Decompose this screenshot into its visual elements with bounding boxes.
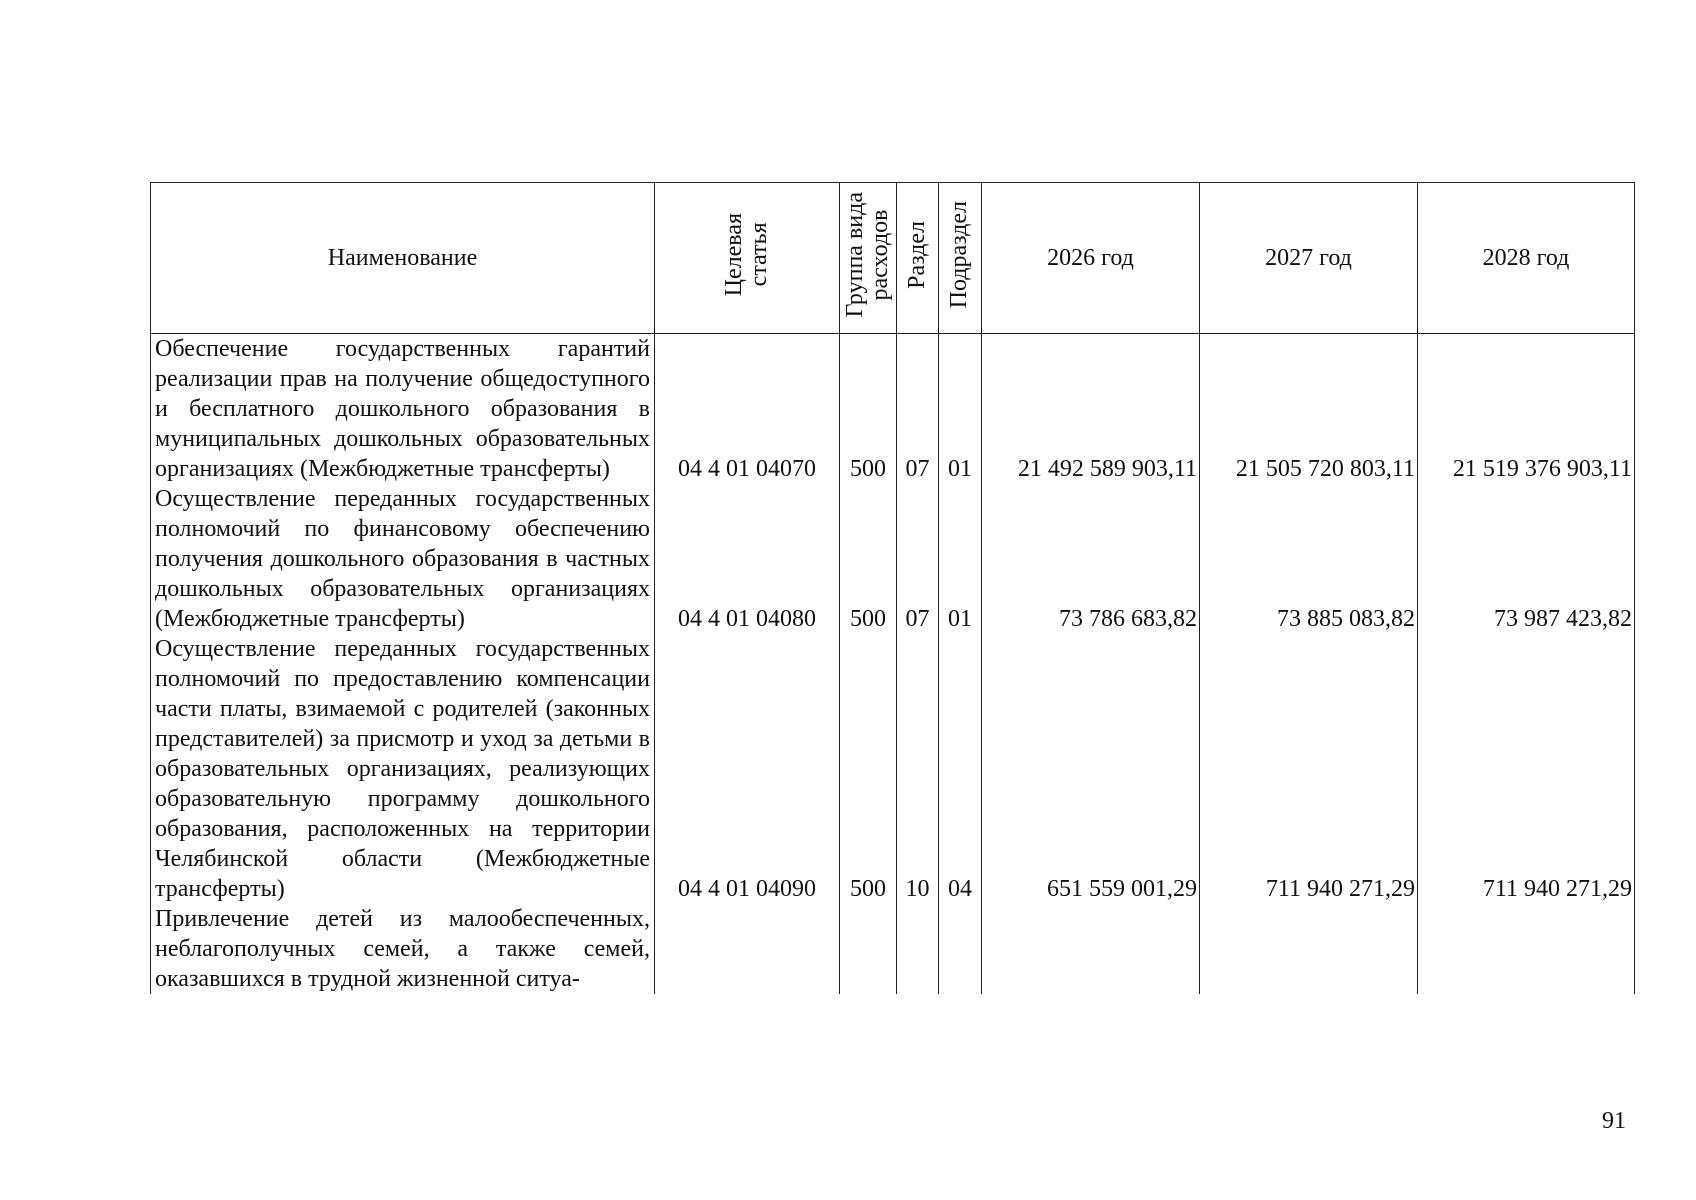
row-2027: 21 505 720 803,11 — [1200, 334, 1418, 485]
table-row — [151, 634, 1635, 904]
row-section: 10 — [897, 634, 939, 904]
row-subsection: 04 — [939, 634, 982, 904]
row-name: Осуществление переданных государственных полномочий по финансовому обеспечению получения дошкольного образования в частных дошкольных образовательных организациях (Межбюджетные трансферты) — [151, 484, 655, 634]
row-target: 04 4 01 04080 — [655, 484, 840, 634]
row-2028: 73 987 423,82 — [1418, 484, 1635, 634]
budget-table — [150, 182, 1635, 994]
row-section: 07 — [897, 484, 939, 634]
header-row — [151, 183, 1635, 334]
row-group: 500 — [840, 484, 897, 634]
row-2028: 21 519 376 903,11 — [1418, 334, 1635, 485]
row-group: 500 — [840, 334, 897, 485]
header-2027: 2027 год — [1200, 183, 1418, 334]
header-group: Группа вида расходов — [840, 183, 897, 334]
row-2026: 21 492 589 903,11 — [982, 334, 1200, 485]
row-name: Осуществление переданных государственных полномочий по предоставлению компенсации части платы, взимаемой с родителей (законных представителей) за присмотр и уход за детьми в образовательных организациях, реализующих образовательную программу дошкольного образования, расположенных на территории Челябинской области (Межбюджетные трансферты) — [151, 634, 655, 904]
row-group: 500 — [840, 634, 897, 904]
row-section — [897, 904, 939, 994]
row-2026 — [982, 904, 1200, 994]
table-row — [151, 484, 1635, 634]
row-subsection — [939, 904, 982, 994]
row-2026: 651 559 001,29 — [982, 634, 1200, 904]
row-2027: 73 885 083,82 — [1200, 484, 1418, 634]
row-2027: 711 940 271,29 — [1200, 634, 1418, 904]
row-2028 — [1418, 904, 1635, 994]
header-name: Наименование — [151, 183, 655, 334]
row-subsection: 01 — [939, 484, 982, 634]
row-subsection: 01 — [939, 334, 982, 485]
header-section: Раздел — [897, 183, 939, 334]
table-row — [151, 904, 1635, 994]
row-2027 — [1200, 904, 1418, 994]
row-group — [840, 904, 897, 994]
header-2028: 2028 год — [1418, 183, 1635, 334]
row-2028: 711 940 271,29 — [1418, 634, 1635, 904]
page-number: 91 — [1602, 1108, 1626, 1134]
header-subsection: Подраздел — [939, 183, 982, 334]
header-2026: 2026 год — [982, 183, 1200, 334]
row-2026: 73 786 683,82 — [982, 484, 1200, 634]
row-target: 04 4 01 04070 — [655, 334, 840, 485]
row-target: 04 4 01 04090 — [655, 634, 840, 904]
row-section: 07 — [897, 334, 939, 485]
header-target: Целевая статья — [655, 183, 840, 334]
row-name: Привлечение детей из малообеспеченных, неблагополучных семей, а также семей, оказавшихся в трудной жизненной ситуа- — [151, 904, 655, 994]
table-row — [151, 334, 1635, 485]
row-target — [655, 904, 840, 994]
row-name: Обеспечение государственных гарантий реализации прав на получение общедоступного и бесплатного дошкольного образования в муниципальных дошкольных образовательных организациях (Межбюджетные трансферты) — [151, 334, 655, 485]
